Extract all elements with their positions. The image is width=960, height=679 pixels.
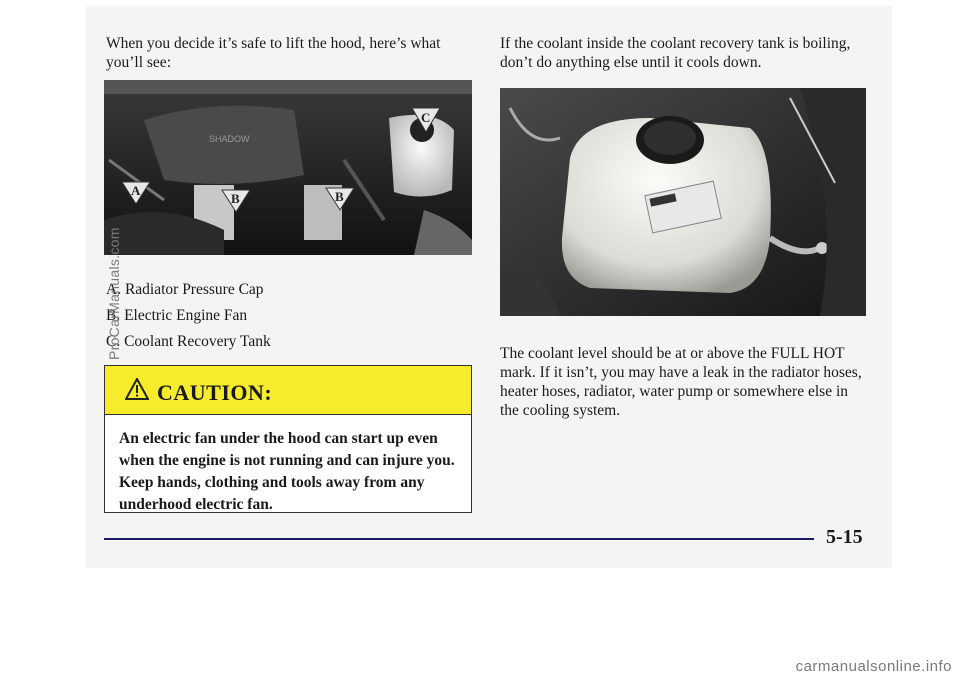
page-number: 5-15 [826,526,863,548]
callout-b1-label: B [231,191,240,206]
caution-header [105,366,471,415]
left-intro-text: When you decide it’s safe to lift the hood, here’s what you’ll see: [106,35,441,71]
caution-title: CAUTION: [157,380,273,405]
warning-triangle-icon [125,378,149,400]
right-intro-text: If the coolant inside the coolant recovery tank is boiling, don’t do anything else until it cools down. [500,35,851,71]
callout-c-label: C [421,110,431,125]
callout-b2-label: B [335,189,344,204]
coolant-tank-photo [500,88,866,316]
callout-a-label: A [131,183,141,198]
caution-body: An electric fan under the hood can start up even when the engine is not running and can injure you. Keep hands, clothing and tools away from any underhood electric fan. [119,430,455,513]
legend-item-b: B. Electric Engine Fan [106,307,248,324]
engine-bay-photo [104,80,472,255]
caution-box [104,365,472,513]
bottom-watermark: carmanualsonline.info [795,658,952,675]
side-watermark: ProCarManuals.com [106,227,122,360]
legend-item-c: C. Coolant Recovery Tank [106,333,271,350]
page-rule [104,538,814,540]
right-body-text: The coolant level should be at or above the FULL HOT mark. If it isn’t, you may have a leak in the radiator hoses, heater hoses, radiator, water pump or somewhere else in the cooling system. [500,345,862,419]
engine-badge-text: SHADOW [209,134,250,144]
legend-item-a: A. Radiator Pressure Cap [106,281,264,298]
